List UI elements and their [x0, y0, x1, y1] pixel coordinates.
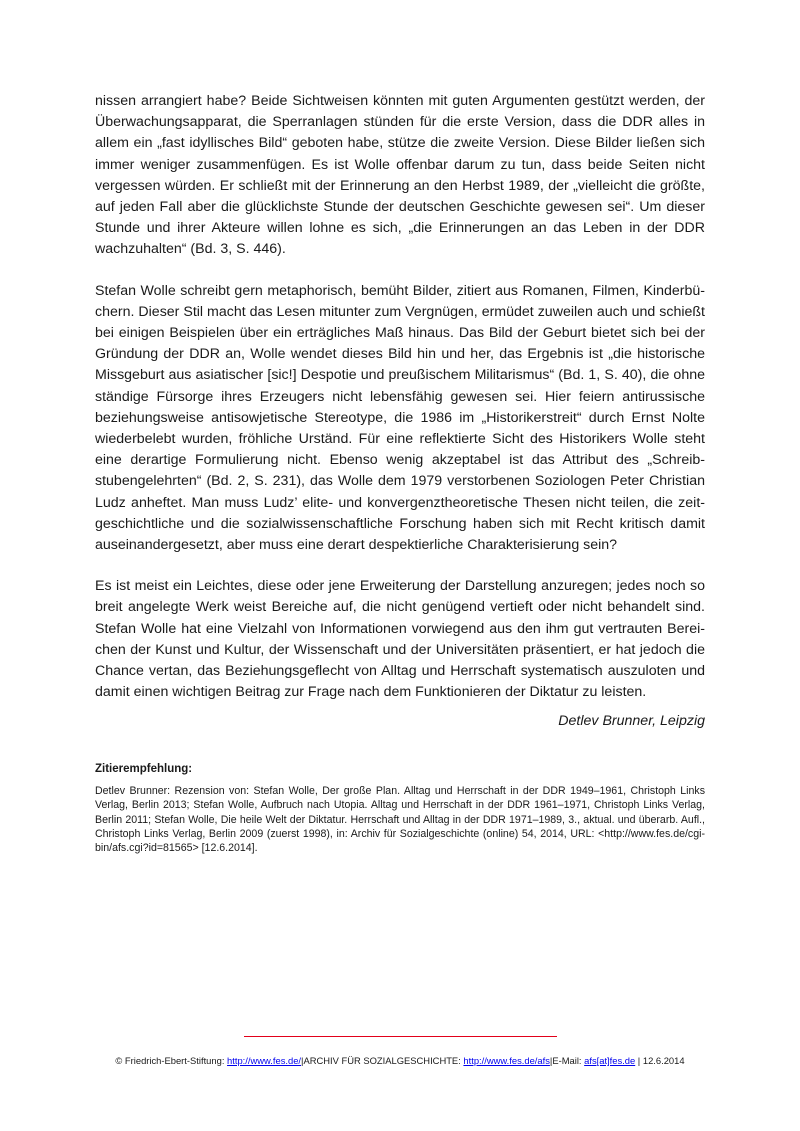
afs-link[interactable]: http://www.fes.de/afs	[463, 1055, 550, 1066]
citation-text: Detlev Brunner: Rezension von: Stefan Wolle, Der große Plan. Alltag und Herrschaft in der DDR 1949–1961, Christoph Links Verlag, Berlin 2013; Stefan Wolle, Aufbruch nach Utopia. Alltag und Herrschaft in der DDR 1961–1971, Christoph Links Verlag, Berlin 2011; Stefan Wolle, Die heile Welt der Diktatur. Herrschaft und Alltag in der DDR 1971–1989, 3., aktual. und überarb. Aufl., Christoph Links Verlag, Berlin 2009 (zuerst 1998), in: Archiv für Sozialgeschichte (online) 54, 2014, URL: <http://www.fes.de/cgi-bin/afs.cgi?id=81565> [12.6.2014].	[95, 785, 705, 855]
footer-divider	[244, 1036, 557, 1037]
footer-separator: |	[301, 1055, 304, 1066]
footer-copyright: © Friedrich-Ebert-Stiftung:	[115, 1055, 228, 1066]
author-signature: Detlev Brunner, Leipzig	[558, 713, 705, 730]
body-paragraph-2: Stefan Wolle schreibt gern metaphorisch, bemüht Bilder, zitiert aus Romanen, Filmen, Kinderbüchern. Dieser Stil macht das Lesen mitunter zum Vergnügen, ermüdet zuweilen auch und schießt bei einigen Beispielen über ein erträgliches Maß hinaus. Das Bild der Geburt bietet sich bei der Gründung der DDR an, Wolle wendet dieses Bild hin und her, das Ergebnis ist „die historische Missgeburt aus asiatischer [sic!] Despotie und preußischem Militarismus“ (Bd. 1, S. 40), die ohne ständige Fürsorge ihres Erzeugers nicht lebensfähig gewesen sei. Hier feiern antirussische beziehungsweise antisowjetische Stereotype, die 1986 im „Historikerstreit“ durch Ernst Nolte wiederbelebt wurden, fröhliche Urständ. Für eine reflektierte Sicht des Historikers Wolle steht eine derartige Formulierung nicht. Ebenso wenig akzeptabel ist das Attribut des „Schreibstubengelehrten“ (Bd. 2, S. 231), das Wolle dem 1979 verstorbenen Soziologen Peter Christian Ludz anheftet. Man muss Ludz’ elite- und konvergenztheoretische Thesen nicht teilen, die zeitgeschichtliche und die sozialwissenschaftliche Forschung haben sich mit Recht kritisch damit auseinandergesetzt, aber muss eine derart despektierliche Charakterisierung sein?	[95, 282, 705, 554]
fes-link[interactable]: http://www.fes.de/	[227, 1055, 302, 1066]
article-body	[95, 91, 705, 732]
citation-block	[95, 762, 705, 855]
footer-email-label: E-Mail:	[552, 1055, 585, 1066]
body-paragraph-1: nissen arrangiert habe? Beide Sichtweisen könnten mit guten Argumenten gestützt werden, der Überwachungsapparat, die Sperranlagen stünden für die erste Version, dass die DDR alles in allem ein „fast idyllisches Bild“ geboten habe, stütze die zweite Version. Diese Bilder ließen sich immer weniger zusammenfügen. Es ist Wolle offenbar darum zu tun, dass beide Seiten nicht vergessen würden. Er schließt mit der Erinnerung an den Herbst 1989, der „vielleicht die größte, auf jeden Fall aber die glücklichste Stunde der deutschen Geschichte gewesen sei“. Um dieser Stunde und ihrer Akteure willen lohne es sich, „die Erinnerungen an das Leben in der DDR wachzuhalten“ (Bd. 3, S. 446).	[95, 93, 705, 258]
footer-separator: |	[549, 1055, 553, 1066]
footer-separator: |	[635, 1055, 643, 1066]
citation-title: Zitierempfehlung:	[95, 763, 193, 775]
footer-date: 12.6.2014	[642, 1055, 685, 1066]
page-footer	[0, 1055, 800, 1067]
email-link[interactable]: afs[at]fes.de	[584, 1055, 636, 1066]
footer-archive-label: ARCHIV FÜR SOZIALGESCHICHTE:	[303, 1055, 464, 1066]
body-paragraph-3: Es ist meist ein Leichtes, diese oder jene Erweiterung der Darstellung anzuregen; jedes noch so breit angelegte Werk weist Bereiche auf, die nicht genügend vertieft oder nicht behandelt sind. Stefan Wolle hat eine Vielzahl von Informationen vorwiegend aus den ihm gut vertrauten Bereichen der Kunst und Kultur, der Wissenschaft und der Universitäten präsentiert, er hat jedoch die Chance vertan, das Beziehungsgeflecht von Alltag und Herrschaft systematisch auszuloten und damit einen wichtigen Beitrag zur Frage nach dem Funktionieren der Diktatur zu leisten.	[95, 578, 705, 701]
